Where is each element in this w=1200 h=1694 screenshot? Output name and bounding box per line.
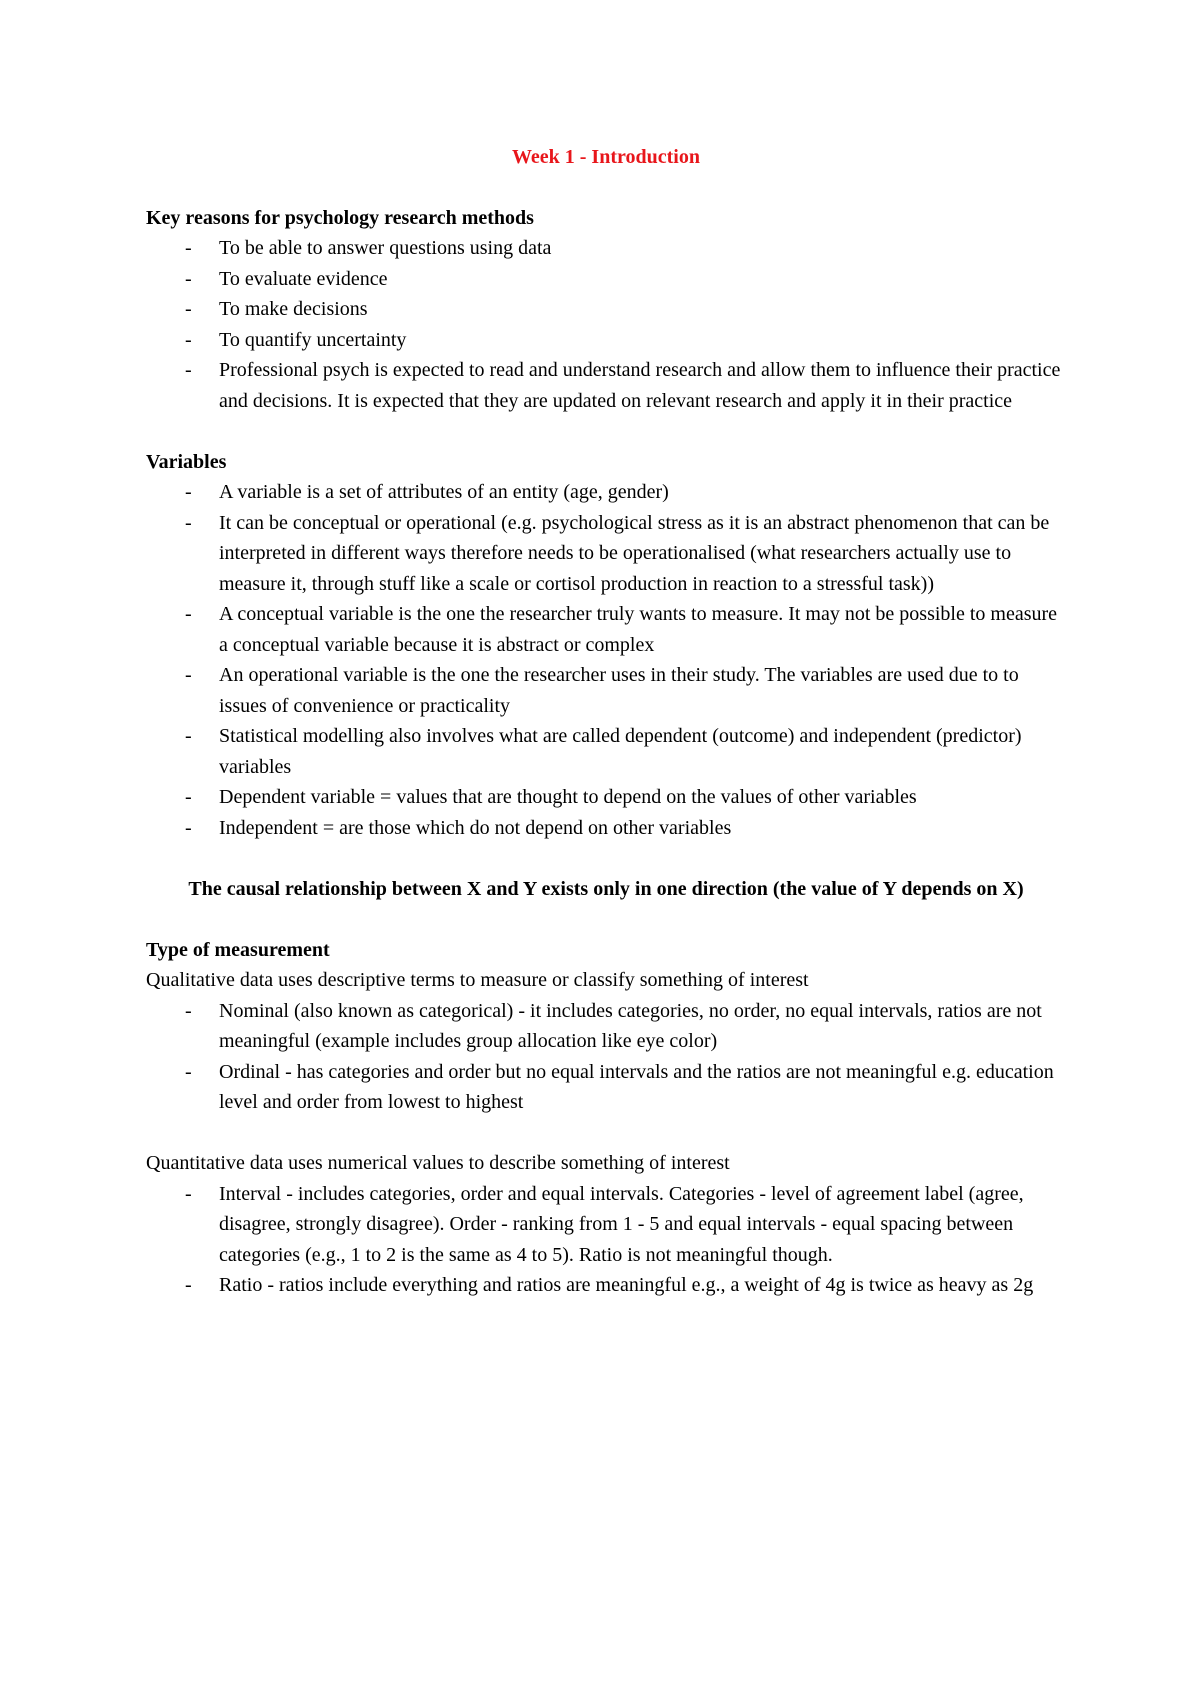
document-title: Week 1 - Introduction [512, 146, 700, 168]
dash-bullet: - [185, 511, 192, 534]
list-item [146, 264, 1066, 295]
list-item [146, 1179, 1066, 1271]
spacer [146, 416, 1066, 447]
list-item [146, 1057, 1066, 1118]
spacer [146, 1118, 1066, 1149]
list-item [146, 233, 1066, 264]
spacer [146, 904, 1066, 935]
list-item-text: To quantify uncertainty [219, 328, 407, 351]
list-item-text: To make decisions [219, 298, 368, 320]
dash-bullet: - [185, 786, 192, 808]
list-item [146, 294, 1066, 325]
list-item [146, 325, 1066, 356]
list-item-text: An operational variable is the one the researcher uses in their study. The variables are used due to to issues of convenience or practicality [219, 664, 1019, 717]
list-item-text: A variable is a set of attributes of an entity (age, gender) [219, 481, 669, 503]
variables-list [146, 477, 1066, 843]
list-item [146, 660, 1066, 721]
list-item-text: Ordinal - has categories and order but no equal intervals and the ratios are not meaningful e.g. education level and order from lowest to highest [219, 1060, 1054, 1113]
dash-bullet: - [185, 481, 192, 503]
dash-bullet: - [185, 328, 192, 351]
list-item-text: Professional psych is expected to read and understand research and allow them to influence their practice and decisions. It is expected that they are updated on relevant research and apply it in their practice [219, 359, 1061, 412]
list-item [146, 782, 1066, 813]
list-item-text: Interval - includes categories, order and equal intervals. Categories - level of agreement label (agree, disagree, strongly disagree). Order - ranking from 1 - 5 and equal intervals - equal spacing between categories (e.g., 1 to 2 is the same as 4 to 5). Ratio is not meaningful though. [219, 1182, 1024, 1266]
list-item [146, 813, 1066, 844]
dash-bullet: - [185, 1182, 192, 1205]
dash-bullet: - [185, 603, 192, 625]
dash-bullet: - [185, 1060, 192, 1083]
list-item [146, 996, 1066, 1057]
dash-bullet: - [185, 359, 192, 381]
list-item-text: Nominal (also known as categorical) - it includes categories, no order, no equal intervals, ratios are not meaningful (example includes group allocation like eye color) [219, 999, 1042, 1052]
list-item-text: Statistical modelling also involves what are called dependent (outcome) and independent (predictor) variables [219, 725, 1022, 778]
causal-statement: The causal relationship between X and Y exists only in one direction (the value of Y depends on X) [188, 877, 1024, 900]
document-page [146, 142, 1066, 1301]
list-item [146, 721, 1066, 782]
qualitative-list [146, 996, 1066, 1118]
dash-bullet: - [185, 725, 192, 747]
list-item [146, 355, 1066, 416]
dash-bullet: - [185, 816, 192, 839]
list-item [146, 477, 1066, 508]
dash-bullet: - [185, 1274, 192, 1296]
list-item [146, 508, 1066, 600]
quantitative-list [146, 1179, 1066, 1301]
dash-bullet: - [185, 237, 192, 259]
qualitative-intro: Qualitative data uses descriptive terms to measure or classify something of interest [146, 969, 809, 991]
list-item-text: Ratio - ratios include everything and ratios are meaningful e.g., a weight of 4g is twice as heavy as 2g [219, 1274, 1034, 1296]
quantitative-intro: Quantitative data uses numerical values to describe something of interest [146, 1152, 730, 1174]
list-item-text: Independent = are those which do not depend on other variables [219, 816, 732, 839]
list-item [146, 1270, 1066, 1301]
list-item-text: It can be conceptual or operational (e.g. psychological stress as it is an abstract phenomenon that can be interpreted in different ways therefore needs to be operationalised (what researchers actually use to measure it, through stuff like a scale or cortisol production in reaction to a stressful task)) [219, 511, 1050, 595]
dash-bullet: - [185, 664, 192, 686]
dash-bullet: - [185, 999, 192, 1022]
list-item-text: Dependent variable = values that are thought to depend on the values of other variables [219, 786, 917, 808]
list-item-text: To be able to answer questions using data [219, 237, 552, 259]
list-item-text: To evaluate evidence [219, 267, 388, 290]
list-item-text: A conceptual variable is the one the researcher truly wants to measure. It may not be possible to measure a conceptual variable because it is abstract or complex [219, 603, 1058, 656]
reasons-list [146, 233, 1066, 416]
list-item [146, 599, 1066, 660]
dash-bullet: - [185, 267, 192, 290]
section-heading-measurement: Type of measurement [146, 938, 330, 961]
spacer [146, 843, 1066, 874]
section-heading-reasons: Key reasons for psychology research methods [146, 206, 534, 229]
section-heading-variables: Variables [146, 450, 227, 473]
dash-bullet: - [185, 298, 192, 320]
